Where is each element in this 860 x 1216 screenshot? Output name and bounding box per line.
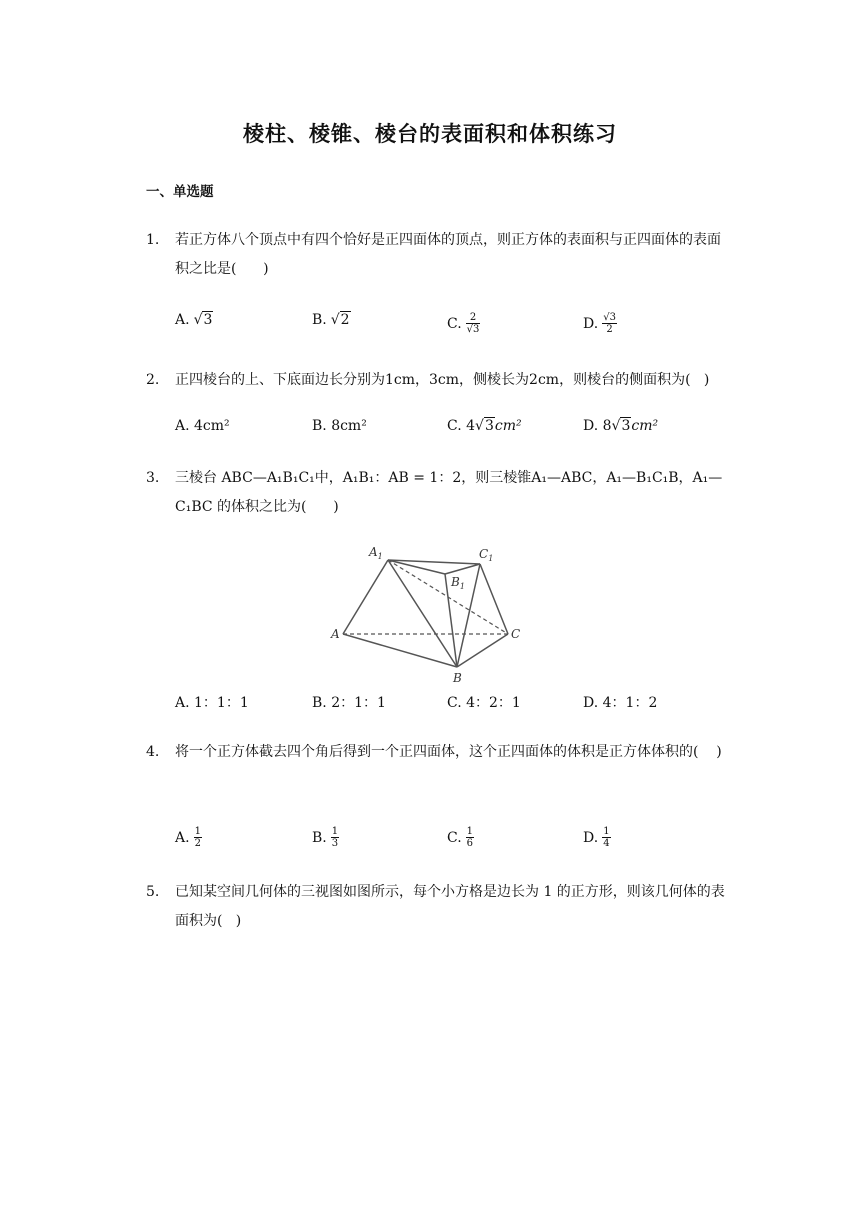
edge-c1-b xyxy=(457,564,480,667)
option-d[interactable]: D. $\frac{1}{4}$ xyxy=(583,826,610,849)
question-number: 4. xyxy=(146,744,160,760)
option-c[interactable]: C. $\frac{1}{6}$ xyxy=(447,826,474,849)
options-q3 xyxy=(175,692,735,722)
edge-a1-c-hidden xyxy=(388,560,508,634)
frustum-figure xyxy=(325,540,535,685)
question-5 xyxy=(146,878,726,936)
option-d[interactable]: D. $\frac{√3}{2}$ xyxy=(583,312,616,335)
question-2 xyxy=(146,366,726,395)
options-q2 xyxy=(175,418,735,448)
option-b[interactable]: B. 2：1：1 xyxy=(312,695,386,711)
option-a[interactable]: A. $\frac{1}{2}$ xyxy=(175,826,201,849)
edge-b1-c1 xyxy=(445,564,480,574)
option-a[interactable]: A. 4cm² xyxy=(175,418,230,434)
question-number: 2. xyxy=(146,372,160,388)
question-text: 正四棱台的上、下底面边长分别为1cm，3cm，侧棱长为2cm，则棱台的侧面积为( ) xyxy=(175,372,710,388)
label-c1: $C_1$ xyxy=(479,547,494,563)
edge-a-a1 xyxy=(343,560,388,634)
label-a: A xyxy=(331,627,340,641)
edge-a-b xyxy=(343,634,457,667)
edge-b-c xyxy=(457,634,508,667)
label-a1: $A_1$ xyxy=(369,545,383,561)
question-text: 已知某空间几何体的三视图如图所示，每个小方格是边长为 1 的正方形，则该几何体的表面积为( ) xyxy=(175,884,725,929)
option-c[interactable]: C. 4√3cm² xyxy=(447,418,522,434)
question-4 xyxy=(146,738,726,767)
option-b[interactable]: B. √2 xyxy=(312,312,350,328)
label-c: C xyxy=(511,627,521,641)
option-c[interactable]: C. $\frac{2}{√3}$ xyxy=(447,312,480,335)
question-number: 5. xyxy=(146,884,160,900)
question-1 xyxy=(146,226,726,284)
question-text: 将一个正方体截去四个角后得到一个正四面体，这个正四面体的体积是正方体体积的( ) xyxy=(175,744,722,760)
question-number: 3. xyxy=(146,470,160,486)
options-q1 xyxy=(175,312,735,342)
option-d[interactable]: D. 8√3cm² xyxy=(583,418,659,434)
option-b[interactable]: B. 8cm² xyxy=(312,418,367,434)
question-3 xyxy=(146,464,726,522)
question-text: 三棱台 ABC—A₁B₁C₁中，A₁B₁：AB = 1：2，则三棱锥A₁—ABC，A₁—B₁C₁B，A₁—C₁BC 的体积之比为( ) xyxy=(175,470,723,515)
label-b: B xyxy=(453,671,462,685)
edge-a1-b xyxy=(388,560,457,667)
option-a[interactable]: A. 1：1：1 xyxy=(175,695,249,711)
question-number: 1. xyxy=(146,232,160,248)
question-text: 若正方体八个顶点中有四个恰好是正四面体的顶点，则正方体的表面积与正四面体的表面积之比是( ) xyxy=(175,232,721,277)
option-d[interactable]: D. 4：1：2 xyxy=(583,695,658,711)
page-title: 棱柱、棱锥、棱台的表面积和体积练习 xyxy=(243,122,617,146)
section-heading: 一、单选题 xyxy=(146,184,214,200)
option-b[interactable]: B. $\frac{1}{3}$ xyxy=(312,826,339,849)
label-b1: $B_1$ xyxy=(451,575,465,591)
option-a[interactable]: A. √3 xyxy=(175,312,213,328)
option-c[interactable]: C. 4：2：1 xyxy=(447,695,521,711)
options-q4 xyxy=(175,826,735,856)
edge-c-c1 xyxy=(480,564,508,634)
